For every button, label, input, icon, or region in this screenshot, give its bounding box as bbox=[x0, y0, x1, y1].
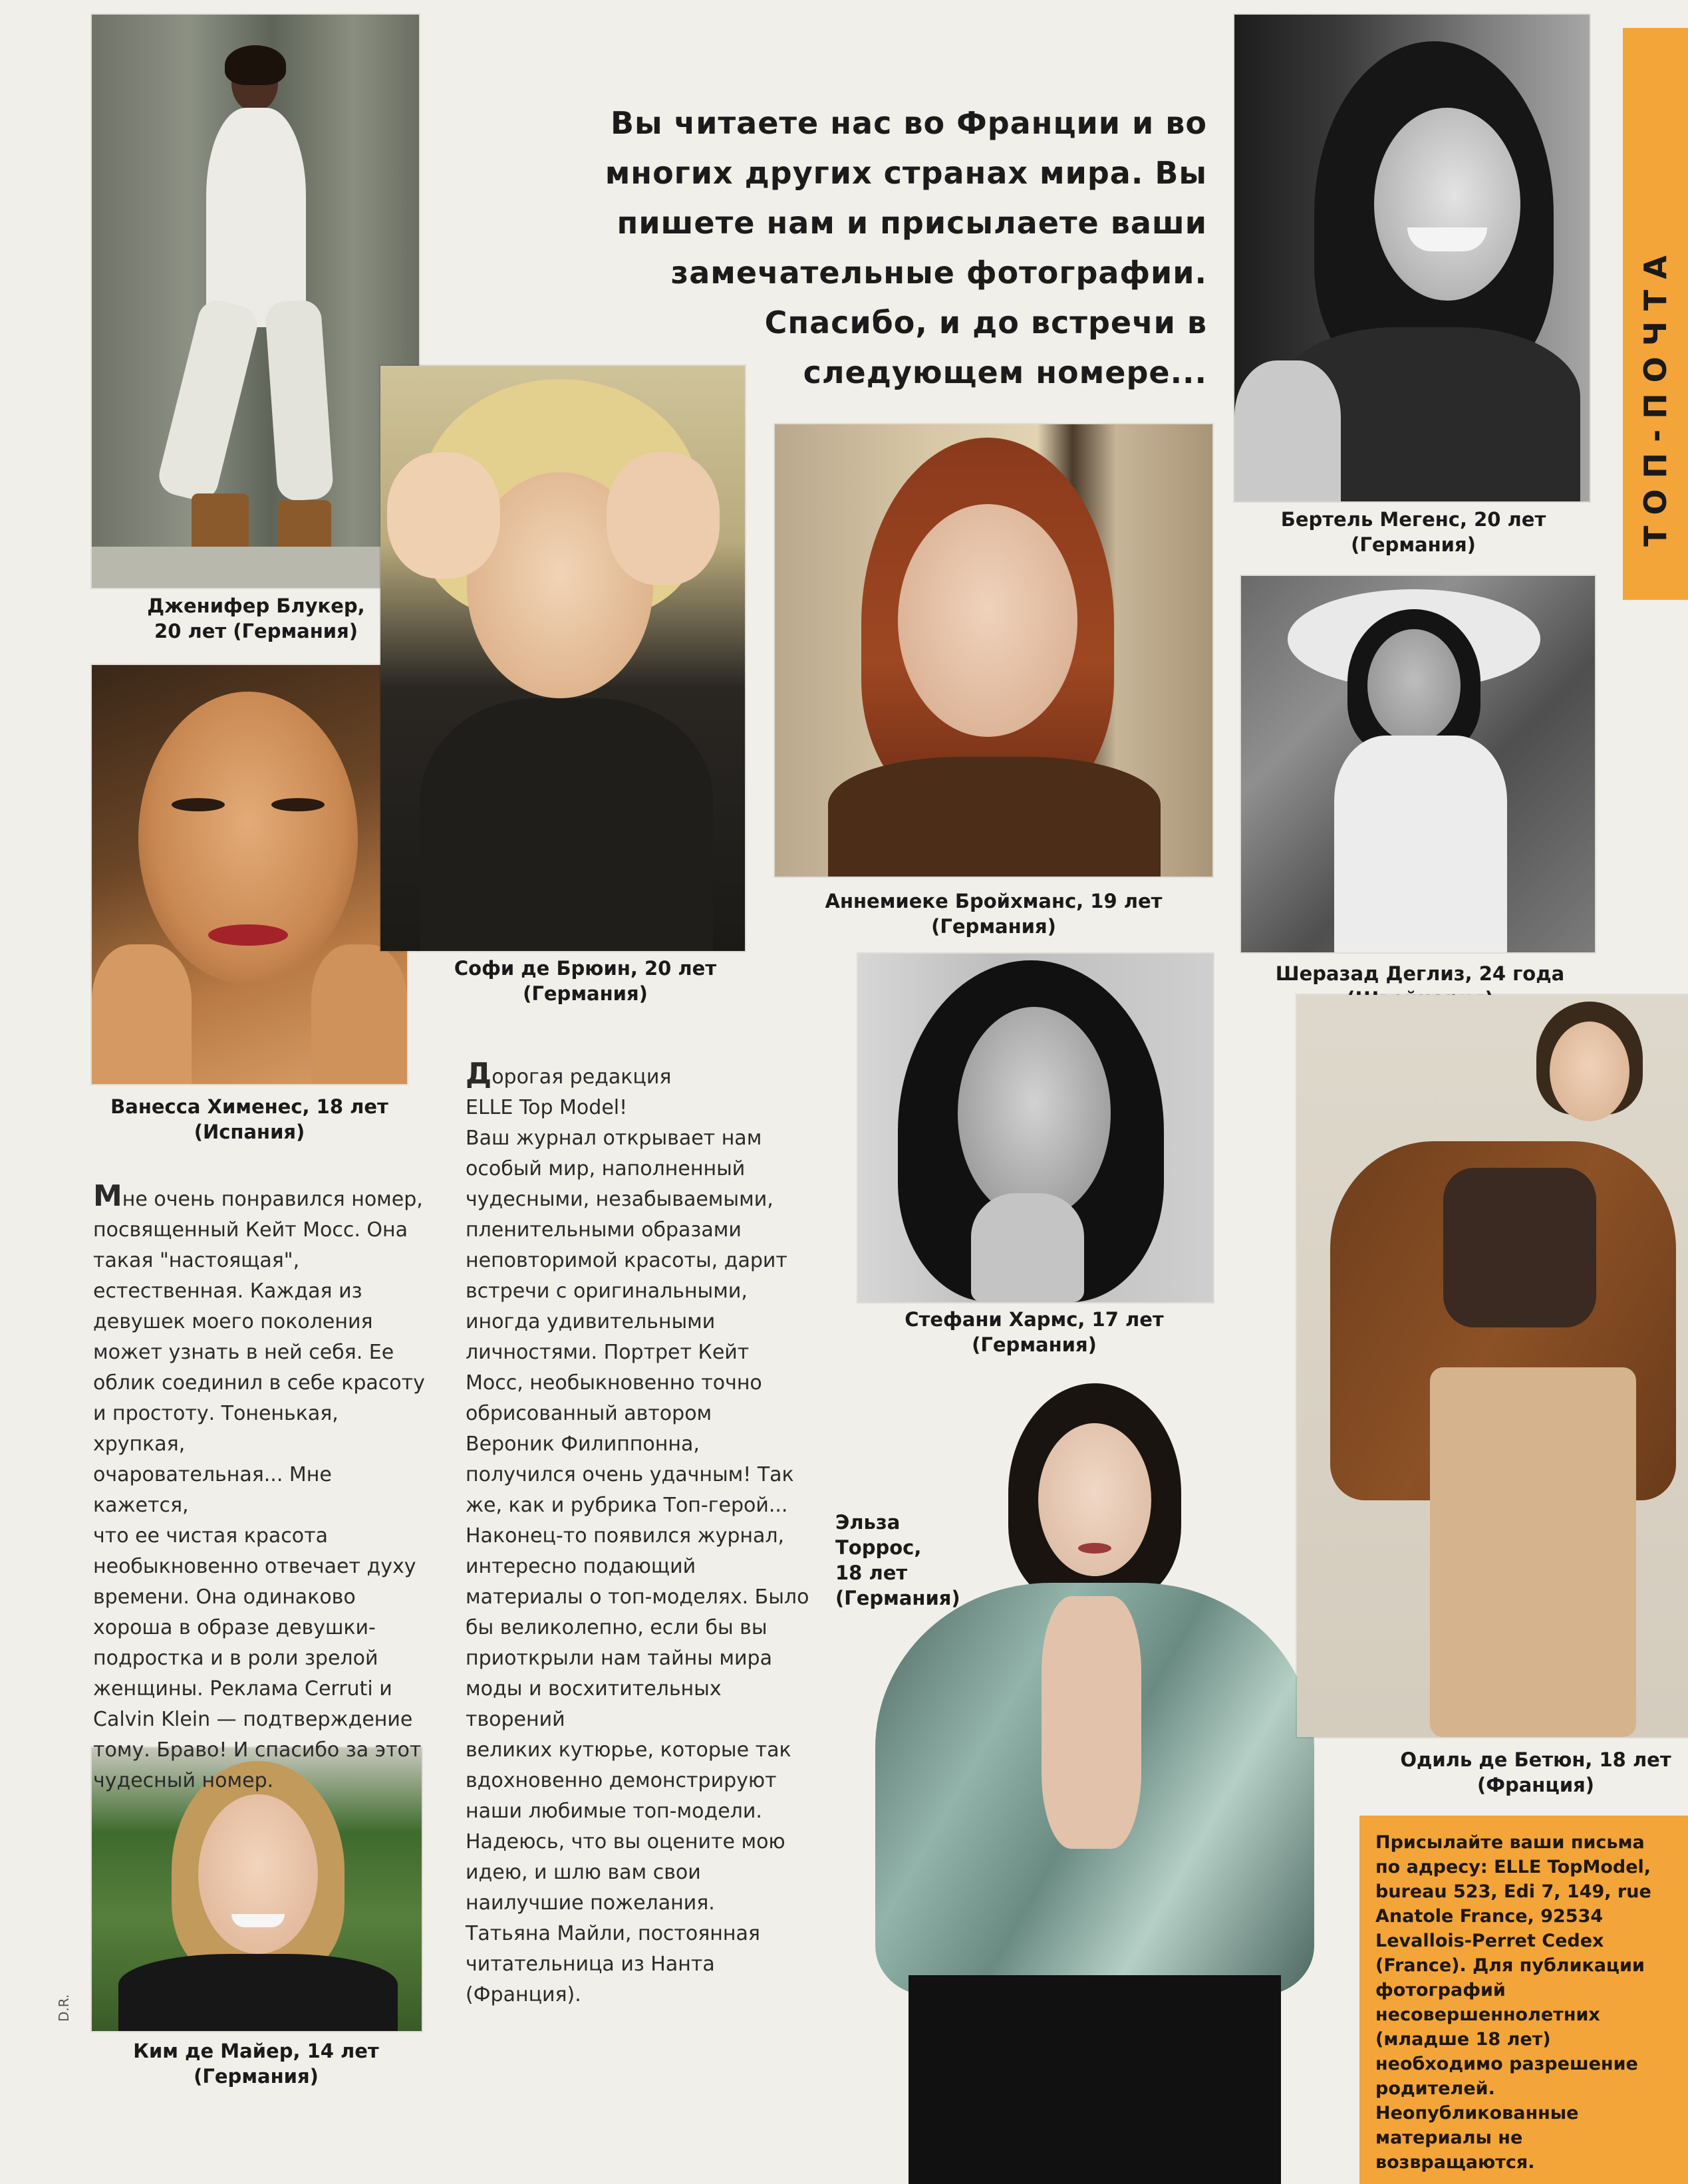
photo-vanessa bbox=[92, 665, 407, 1084]
section-tab-label: ТОП-ПОЧТА bbox=[1637, 245, 1673, 547]
photo-sofi bbox=[380, 366, 745, 951]
letter-dropcap: Д bbox=[466, 1057, 492, 1091]
caption-line: (Германия) bbox=[931, 915, 1056, 938]
photo-stefani bbox=[858, 954, 1213, 1302]
letter-reader-2 bbox=[466, 1059, 825, 2010]
letter-text: не очень понравился номер, посвященный Кейт Мосс. Она такая "настоящая", естественная. Каждая из девушек моего поколения может узнать в ней себя. Ее облик соединил в себе красоту и простоту. Тоненькая, хрупкая, очаровательная... Мне кажется, что ее чистая красота необыкновенно отвечает духу времени. Она одинаково хороша в образе девушки- подростка и в роли зрелой женщины. Реклама Cerruti и Calvin Klein — подтверждение тому. Браво! И спасибо за этот чудесный номер. bbox=[93, 1188, 425, 1792]
caption-line: Бертель Мегенс, 20 лет bbox=[1280, 508, 1546, 531]
caption-line: Торрос, bbox=[835, 1536, 922, 1559]
letter-text: орогая редакция ELLE Top Model! Ваш журнал открывает нам особый мир, наполненный чудесными, незабываемыми, пленительными образами неповторимой красоты, дарит встречи с оригинальными, иногда удивительными личностями. Портрет Кейт Мосс, необыкновенно точно обрисованный автором Вероник Филиппонна, получился очень удачным! Так же, как и рубрика Топ-герой... Наконец-то появился журнал, интересно подающий материалы о топ-моделях. Было бы великолепно, если бы вы приоткрыли нам тайны мира моды и восхитительных творений великих кутюрье, которые так вдохновенно демонстрируют наши любимые топ-модели. Надеюсь, что вы оцените мою идею, и шлю вам свои наилучшие пожелания. Татьяна Майли, постоянная читательница из Нанта (Франция). bbox=[466, 1065, 809, 2006]
photo-elza bbox=[849, 1377, 1328, 2184]
caption-line: Шеразад Деглиз, 24 года bbox=[1275, 962, 1565, 985]
headline-line: следующем номере... bbox=[803, 354, 1207, 390]
caption-sofi bbox=[426, 956, 745, 1006]
headline bbox=[466, 98, 1207, 398]
caption-elza bbox=[835, 1510, 975, 1611]
submission-info-text: Присылайте ваши письма по адресу: ELLE TopModel, bureau 523, Edi 7, 149, rue Anatole France, 92534 Levallois-Perret Cedex (France). Для публикации фотографий несовершеннолетних (младше 18 лет) необходимо разрешение родителей. Неопубликованные материалы не возвращаются. bbox=[1375, 1832, 1651, 2173]
caption-stefani bbox=[845, 1307, 1224, 1357]
caption-annemieke bbox=[775, 888, 1212, 939]
caption-line: 20 лет (Германия) bbox=[154, 620, 358, 642]
letter-dropcap: М bbox=[93, 1179, 122, 1213]
caption-kim bbox=[80, 2038, 432, 2089]
caption-line: Эльза bbox=[835, 1511, 901, 1534]
photo-credit: D.R. bbox=[56, 1994, 72, 2022]
caption-line: Аннемиеке Бройхманс, 19 лет bbox=[825, 890, 1163, 912]
photo-jennifer bbox=[92, 15, 419, 588]
photo-annemieke bbox=[775, 424, 1212, 877]
caption-line: Ким де Майер, 14 лет bbox=[133, 2040, 379, 2062]
caption-line: (Франция) bbox=[1477, 1774, 1595, 1796]
caption-line: Стефани Хармс, 17 лет bbox=[905, 1308, 1164, 1331]
photo-sherazad bbox=[1241, 576, 1595, 952]
caption-line: Софи де Брюин, 20 лет bbox=[454, 957, 717, 980]
caption-line: (Германия) bbox=[523, 982, 648, 1005]
submission-info-box bbox=[1359, 1816, 1688, 2184]
caption-line: (Испания) bbox=[194, 1121, 305, 1143]
headline-line: пишете нам и присылаете ваши bbox=[617, 205, 1207, 241]
caption-bertel bbox=[1224, 507, 1603, 557]
caption-line: Дженифер Блукер, bbox=[147, 595, 365, 617]
headline-line: многих других странах мира. Вы bbox=[605, 155, 1207, 191]
caption-line: Одиль де Бетюн, 18 лет bbox=[1400, 1748, 1671, 1771]
caption-odil bbox=[1383, 1747, 1688, 1798]
caption-jennifer bbox=[80, 593, 432, 644]
photo-odil bbox=[1297, 995, 1688, 1737]
headline-line: замечательные фотографии. bbox=[670, 255, 1207, 291]
caption-vanessa bbox=[80, 1094, 419, 1145]
headline-line: Спасибо, и до встречи в bbox=[764, 305, 1207, 341]
headline-line: Вы читаете нас во Франции и во bbox=[611, 105, 1207, 141]
caption-line: Ванесса Хименес, 18 лет bbox=[110, 1095, 388, 1118]
caption-line: (Германия) bbox=[835, 1587, 960, 1609]
caption-line: (Германия) bbox=[972, 1333, 1097, 1356]
caption-line: (Германия) bbox=[194, 2065, 319, 2088]
caption-line: 18 лет bbox=[835, 1562, 908, 1584]
photo-bertel bbox=[1234, 15, 1590, 501]
caption-line: (Германия) bbox=[1351, 533, 1476, 556]
letter-reader-1 bbox=[93, 1181, 426, 1796]
